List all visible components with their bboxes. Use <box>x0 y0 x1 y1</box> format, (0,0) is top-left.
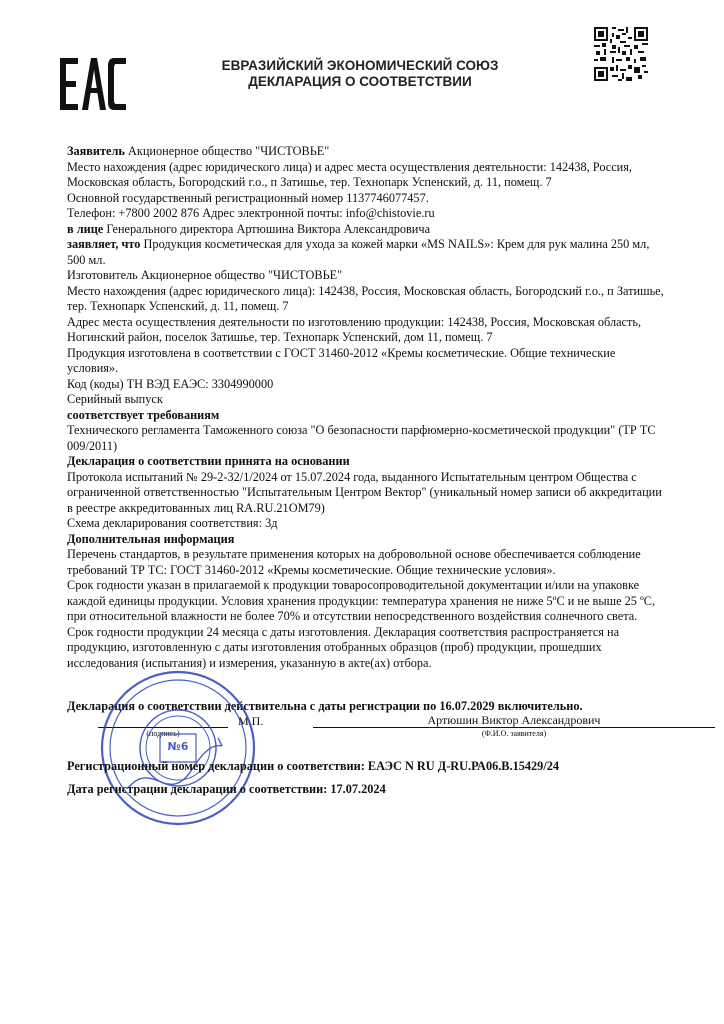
applicant-contacts: Телефон: +7800 2002 876 Адрес электронной почты: info@chistovie.ru <box>67 206 435 220</box>
production-standard: Продукция изготовлена в соответствии с ГОСТ 31460-2012 «Кремы косметические. Общие технические условия». <box>67 345 616 375</box>
declares-line <box>67 237 667 268</box>
applicant-label: Заявитель <box>67 144 125 158</box>
basis-text: Протокола испытаний № 29-2-32/1/2024 от 15.07.2024 года, выданного Испытательным центром Общества с ограниченной ответственностью "Испытательным Центром Вектор" (уникальный номер записи об аккредитации в реестре аккредитованных лиц RA.RU.21ОМ79) <box>67 469 662 515</box>
serial-release: Серийный выпуск <box>67 392 163 406</box>
validity-statement: Декларация о соответствии действительна с даты регистрации по 16.07.2029 включительно. <box>67 699 583 713</box>
additional-info-shelf-life: Срок годности продукции 24 месяца с даты изготовления. Декларация соответствия распространяется на продукцию, изготовленную с даты изготовления отобранных образцов (проб) продукции, прошедших исследования (испытания) и измерения, указанную в акте(ах) отбора. <box>67 624 620 670</box>
applicant-name: Акционерное общество "ЧИСТОВЬЕ" <box>124 144 330 158</box>
registration-number-label: Регистрационный номер декларации о соответствии: <box>67 759 365 773</box>
eac-logo <box>60 58 126 110</box>
manufacturer-address: Место нахождения (адрес юридического лица): 142438, Россия, Московская область, Богородский г.о., п Затишье, тер. Технопарк Успенский, д. 11, помещ. 7 <box>67 283 664 313</box>
manufacturer-name: Изготовитель Акционерное общество "ЧИСТОВЬЕ" <box>67 268 343 282</box>
applicant-fio: Артюшин Виктор Александрович <box>313 713 715 728</box>
registration-date: 17.07.2024 <box>327 782 386 796</box>
product-description: Продукция косметическая для ухода за кожей марки «MS NAILS»: Крем для рук малина 250 мл, 500 мл. <box>67 237 650 267</box>
requirements-text: Технического регламента Таможенного союза "О безопасности парфюмерно-косметической продукции" (ТР ТС 009/2011) <box>67 423 656 453</box>
applicant-address: Место нахождения (адрес юридического лица) и адрес места осуществления деятельности: 142438, Россия, Московская область, Богородский г.о., п Затишье, тер. Технопарк Успенский, д. 11, помещ. 7 <box>67 159 632 189</box>
person-name: Генерального директора Артюшина Виктора Александровича <box>103 221 431 236</box>
requirements-label: соответствует требованиям <box>67 407 220 422</box>
additional-info-storage: Срок годности указан в прилагаемой к продукции товаросопроводительной документации и/или на упаковке каждой единицы продукции. Условия хранения продукции: температура хранения не ниже 5ºС и не выше 25 ºС, при относительной влажности не более 70% и отсутствии непосредственного воздействия солнечного света. <box>67 578 656 623</box>
signature-caption: (подпись) <box>146 729 180 738</box>
registration-number-line <box>67 759 677 774</box>
additional-info-label: Дополнительная информация <box>67 531 235 546</box>
registration-number: ЕАЭС N RU Д-RU.РА06.В.15429/24 <box>364 759 560 773</box>
document-body <box>67 144 667 671</box>
declaration-scheme: Схема декларирования соответствия: 3д <box>67 516 278 530</box>
seal-place-label: М.П. <box>238 714 264 728</box>
production-address: Адрес места осуществления деятельности по изготовлению продукции: 142438, Россия, Московская область, Ногинский район, поселок Затишье, тер. Технопарк Успенский, дом 11, помещ. 7 <box>67 314 642 344</box>
person-label: в лице <box>67 221 104 236</box>
header-line-union: ЕВРАЗИЙСКИЙ ЭКОНОМИЧЕСКИЙ СОЮЗ <box>221 58 499 73</box>
company-seal-stamp <box>98 668 258 828</box>
fio-caption: (Ф.И.О. заявителя) <box>481 729 547 738</box>
qr-code-icon <box>594 27 648 81</box>
document-header <box>150 58 570 90</box>
registration-date-line <box>67 782 677 797</box>
header-line-declaration: ДЕКЛАРАЦИЯ О СООТВЕТСТВИИ <box>248 74 472 89</box>
svg-text:№6: №6 <box>167 740 189 753</box>
basis-label: Декларация о соответствии принята на основании <box>67 454 350 468</box>
declares-label: заявляет, что <box>67 237 141 251</box>
applicant-person-line <box>67 222 667 238</box>
registration-date-label: Дата регистрации декларации о соответствии: <box>67 782 328 796</box>
applicant-fio-field <box>313 713 715 738</box>
additional-info-standards: Перечень стандартов, в результате применения которых на добровольной основе обеспечивается соблюдение требований ТР ТС: ГОСТ 31460-2012 «Кремы косметические. Общие технические условия». <box>67 547 641 577</box>
applicant-ogrn: Основной государственный регистрационный номер 1137746077457. <box>67 190 429 205</box>
applicant-line <box>67 144 667 160</box>
tn-ved-code: Код (коды) ТН ВЭД ЕАЭС: 3304990000 <box>67 376 274 391</box>
